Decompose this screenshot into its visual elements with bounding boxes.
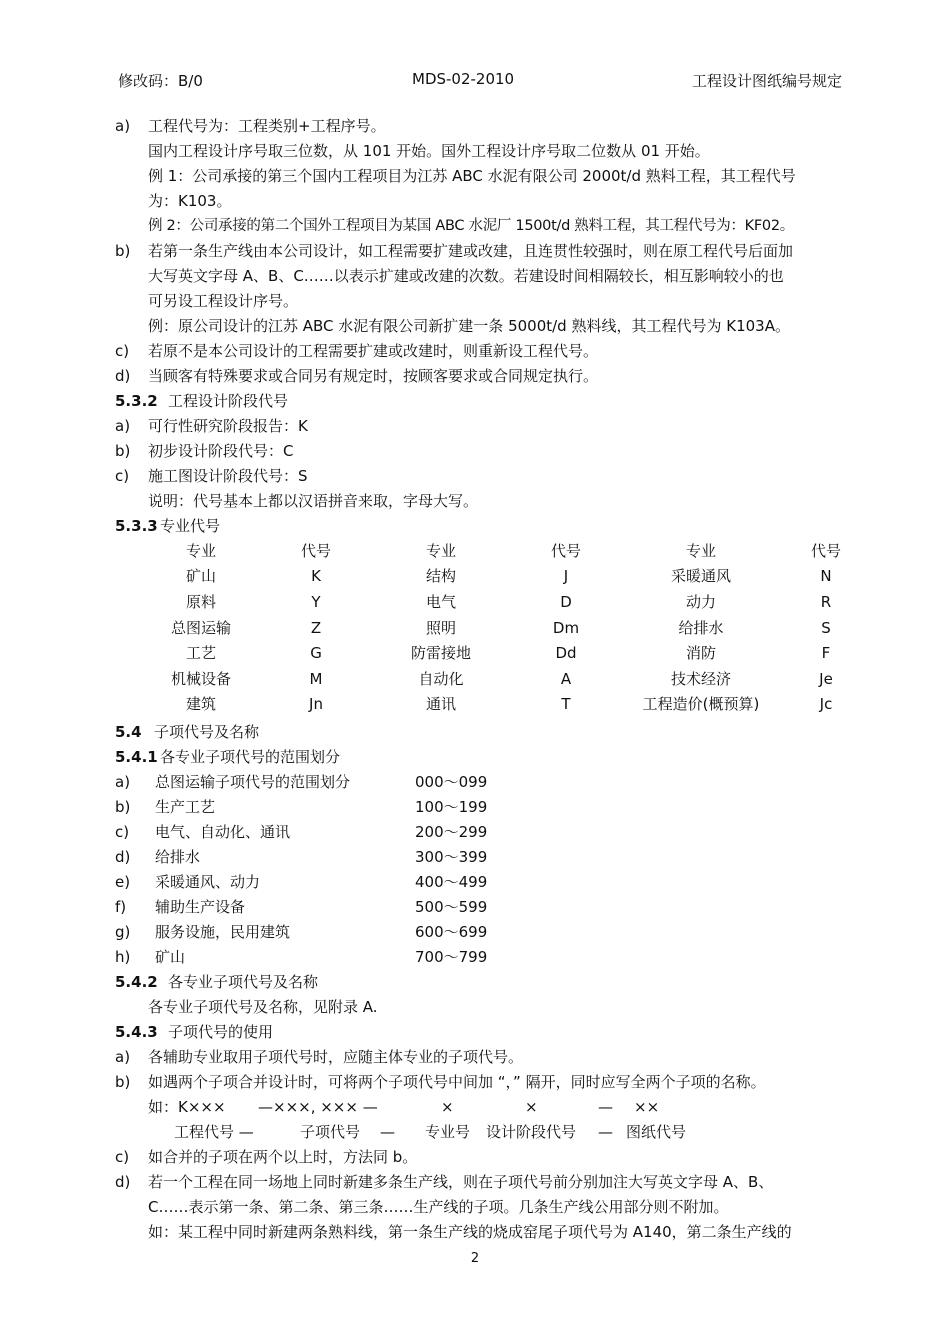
range-item-name: 给排水 <box>155 848 201 866</box>
paragraph: 若第一条生产线由本公司设计，如工程需要扩建或改建，且连贯性较强时，则在原工程代号后面加 <box>148 242 794 260</box>
paragraph: 若原不是本公司设计的工程需要扩建或改建时，则重新设工程代号。 <box>148 342 599 360</box>
table-cell: M <box>309 670 323 688</box>
paragraph: 例 2：公司承接的第二个国外工程项目为某国 ABC 水泥厂 1500t/d 熟料工程，其工程代号为：KF02。 <box>148 218 794 234</box>
page-number: 2 <box>470 1251 480 1266</box>
table-cell: Z <box>310 619 322 637</box>
range-item-value: 300～399 <box>415 848 488 866</box>
table-cell: 矿山 <box>185 567 216 585</box>
table-cell: J <box>563 567 569 585</box>
table-cell: Y <box>311 593 321 611</box>
code-example-label: 设计阶段代号 <box>486 1123 577 1141</box>
range-item-name: 总图运输子项代号的范围划分 <box>155 773 351 791</box>
section-title: 专业代号 <box>160 517 221 535</box>
section-number: 5.4.2 <box>115 973 158 991</box>
header-revision: 修改码：B/0 <box>118 72 203 90</box>
code-example-part: ×× <box>634 1098 660 1116</box>
table-cell: Je <box>819 670 833 688</box>
table-cell: 技术经济 <box>670 670 731 688</box>
table-cell: S <box>821 619 831 637</box>
paragraph: 各专业子项代号及名称，见附录 A. <box>148 998 378 1016</box>
table-cell: 机械设备 <box>170 670 231 688</box>
table-cell: 通讯 <box>425 695 456 713</box>
section-title: 各专业子项代号的范围划分 <box>160 748 341 766</box>
code-example-part: —×××, ××× — <box>258 1098 378 1116</box>
range-item-value: 700～799 <box>415 948 488 966</box>
section-title: 子项代号的使用 <box>168 1023 274 1041</box>
table-cell: 自动化 <box>418 670 464 688</box>
table-cell: 电气 <box>425 593 456 611</box>
header-doc-code: MDS-02-2010 <box>412 70 515 88</box>
range-item-name: 生产工艺 <box>155 798 216 816</box>
item-label: a) <box>115 1048 131 1066</box>
table-cell: 原料 <box>185 593 216 611</box>
range-item-value: 600～699 <box>415 923 488 941</box>
code-example-part: 如：K××× <box>148 1098 226 1116</box>
table-cell: 动力 <box>685 593 716 611</box>
paragraph: C……表示第一条、第二条、第三条……生产线的子项。几条生产线公用部分则不附加。 <box>148 1198 729 1216</box>
table-header-cell: 代号 <box>810 542 841 560</box>
paragraph: 国内工程设计序号取三位数，从 101 开始。国外工程设计序号取二位数从 01 开始。 <box>148 142 710 160</box>
table-cell: G <box>310 644 322 662</box>
list-item: 初步设计阶段代号：C <box>148 442 294 460</box>
paragraph: 例 1：公司承接的第三个国内工程项目为江苏 ABC 水泥有限公司 2000t/d 熟料工程，其工程代号 <box>148 167 796 185</box>
paragraph: 为：K103。 <box>148 192 232 210</box>
range-item-value: 100～199 <box>415 798 488 816</box>
section-number: 5.4.3 <box>115 1023 158 1041</box>
section-title: 子项代号及名称 <box>154 723 260 741</box>
section-number: 5.3.3 <box>115 517 158 535</box>
item-label: c) <box>115 1148 130 1166</box>
range-item-name: 服务设施，民用建筑 <box>155 923 291 941</box>
item-label: b) <box>115 242 131 260</box>
item-label: e) <box>115 873 131 891</box>
table-cell: Dd <box>555 644 577 662</box>
range-item-value: 000～099 <box>415 773 488 791</box>
list-item: 可行性研究阶段报告：K <box>148 417 308 435</box>
table-cell: 总图运输 <box>170 619 231 637</box>
item-label: d) <box>115 367 131 385</box>
item-label: c) <box>115 342 130 360</box>
table-cell: 采暖通风 <box>670 567 731 585</box>
table-header-cell: 专业 <box>685 542 716 560</box>
table-cell: A <box>560 670 572 688</box>
item-label: b) <box>115 1073 131 1091</box>
item-label: a) <box>115 117 131 135</box>
table-cell: 照明 <box>425 619 456 637</box>
table-cell: 给排水 <box>678 619 724 637</box>
table-cell: T <box>561 695 571 713</box>
section-number: 5.4.1 <box>115 748 158 766</box>
note: 说明：代号基本上都以汉语拼音来取，字母大写。 <box>148 492 479 510</box>
table-cell: 工程造价(概预算) <box>642 695 760 713</box>
code-example-label: 专业号 <box>425 1123 471 1141</box>
paragraph: 例：原公司设计的江苏 ABC 水泥有限公司新扩建一条 5000t/d 熟料线，其工程代号为 K103A。 <box>148 317 790 335</box>
table-cell: Jn <box>309 695 323 713</box>
item-label: b) <box>115 442 131 460</box>
table-header-cell: 代号 <box>550 542 581 560</box>
section-title: 各专业子项代号及名称 <box>168 973 319 991</box>
table-header-cell: 专业 <box>185 542 216 560</box>
item-label: c) <box>115 467 130 485</box>
paragraph: 如遇两个子项合并设计时，可将两个子项代号中间加 “，” 隔开，同时应写全两个子项的名称。 <box>148 1073 766 1091</box>
range-item-name: 辅助生产设备 <box>155 898 246 916</box>
item-label: g) <box>115 923 131 941</box>
range-item-name: 电气、自动化、通讯 <box>155 823 291 841</box>
item-label: d) <box>115 1173 131 1191</box>
range-item-value: 200～299 <box>415 823 488 841</box>
paragraph: 如合并的子项在两个以上时，方法同 b。 <box>148 1148 418 1166</box>
table-cell: R <box>820 593 832 611</box>
code-example-part: — <box>598 1098 613 1116</box>
item-label: c) <box>115 823 130 841</box>
range-item-name: 矿山 <box>155 948 186 966</box>
code-example-label: 图纸代号 <box>626 1123 687 1141</box>
paragraph: 大写英文字母 A、B、C……以表示扩建或改建的次数。若建设时间相隔较长，相互影响较小的也 <box>148 267 784 285</box>
item-label: h) <box>115 948 131 966</box>
paragraph: 可另设工程设计序号。 <box>148 292 299 310</box>
table-cell: 工艺 <box>185 644 216 662</box>
code-example-part: × <box>525 1098 538 1116</box>
table-cell: 消防 <box>685 644 716 662</box>
section-number: 5.3.2 <box>115 392 158 410</box>
item-label: a) <box>115 773 131 791</box>
list-item: 施工图设计阶段代号：S <box>148 467 308 485</box>
table-cell: F <box>821 644 831 662</box>
paragraph: 若一个工程在同一场地上同时新建多条生产线，则在子项代号前分别加注大写英文字母 A、B、 <box>148 1173 774 1191</box>
header-doc-title: 工程设计图纸编号规定 <box>692 72 843 90</box>
table-header-cell: 专业 <box>425 542 456 560</box>
table-cell: 结构 <box>425 567 456 585</box>
section-title: 工程设计阶段代号 <box>168 392 289 410</box>
code-example-part: × <box>441 1098 454 1116</box>
code-example-label: — <box>380 1123 395 1141</box>
paragraph: 各辅助专业取用子项代号时，应随主体专业的子项代号。 <box>148 1048 524 1066</box>
item-label: a) <box>115 417 131 435</box>
table-cell: N <box>820 567 832 585</box>
table-cell: Dm <box>552 619 580 637</box>
range-item-name: 采暖通风、动力 <box>155 873 261 891</box>
item-label: b) <box>115 798 131 816</box>
table-cell: 防雷接地 <box>410 644 471 662</box>
code-example-label: 子项代号 <box>300 1123 361 1141</box>
paragraph: 当顾客有特殊要求或合同另有规定时，按顾客要求或合同规定执行。 <box>148 367 599 385</box>
code-example-label: — <box>598 1123 613 1141</box>
table-cell: D <box>560 593 572 611</box>
item-label: d) <box>115 848 131 866</box>
item-label: f) <box>115 898 127 916</box>
paragraph: 工程代号为：工程类别+工程序号。 <box>148 117 386 135</box>
table-header-cell: 代号 <box>300 542 331 560</box>
range-item-value: 500～599 <box>415 898 488 916</box>
section-number: 5.4 <box>115 723 142 741</box>
code-example-label: 工程代号 — <box>174 1123 254 1141</box>
table-cell: K <box>311 567 321 585</box>
table-cell: Jc <box>819 695 833 713</box>
range-item-value: 400～499 <box>415 873 488 891</box>
table-cell: 建筑 <box>185 695 216 713</box>
paragraph: 如：某工程中同时新建两条熟料线，第一条生产线的烧成窑尾子项代号为 A140，第二条生产线的 <box>148 1223 792 1241</box>
